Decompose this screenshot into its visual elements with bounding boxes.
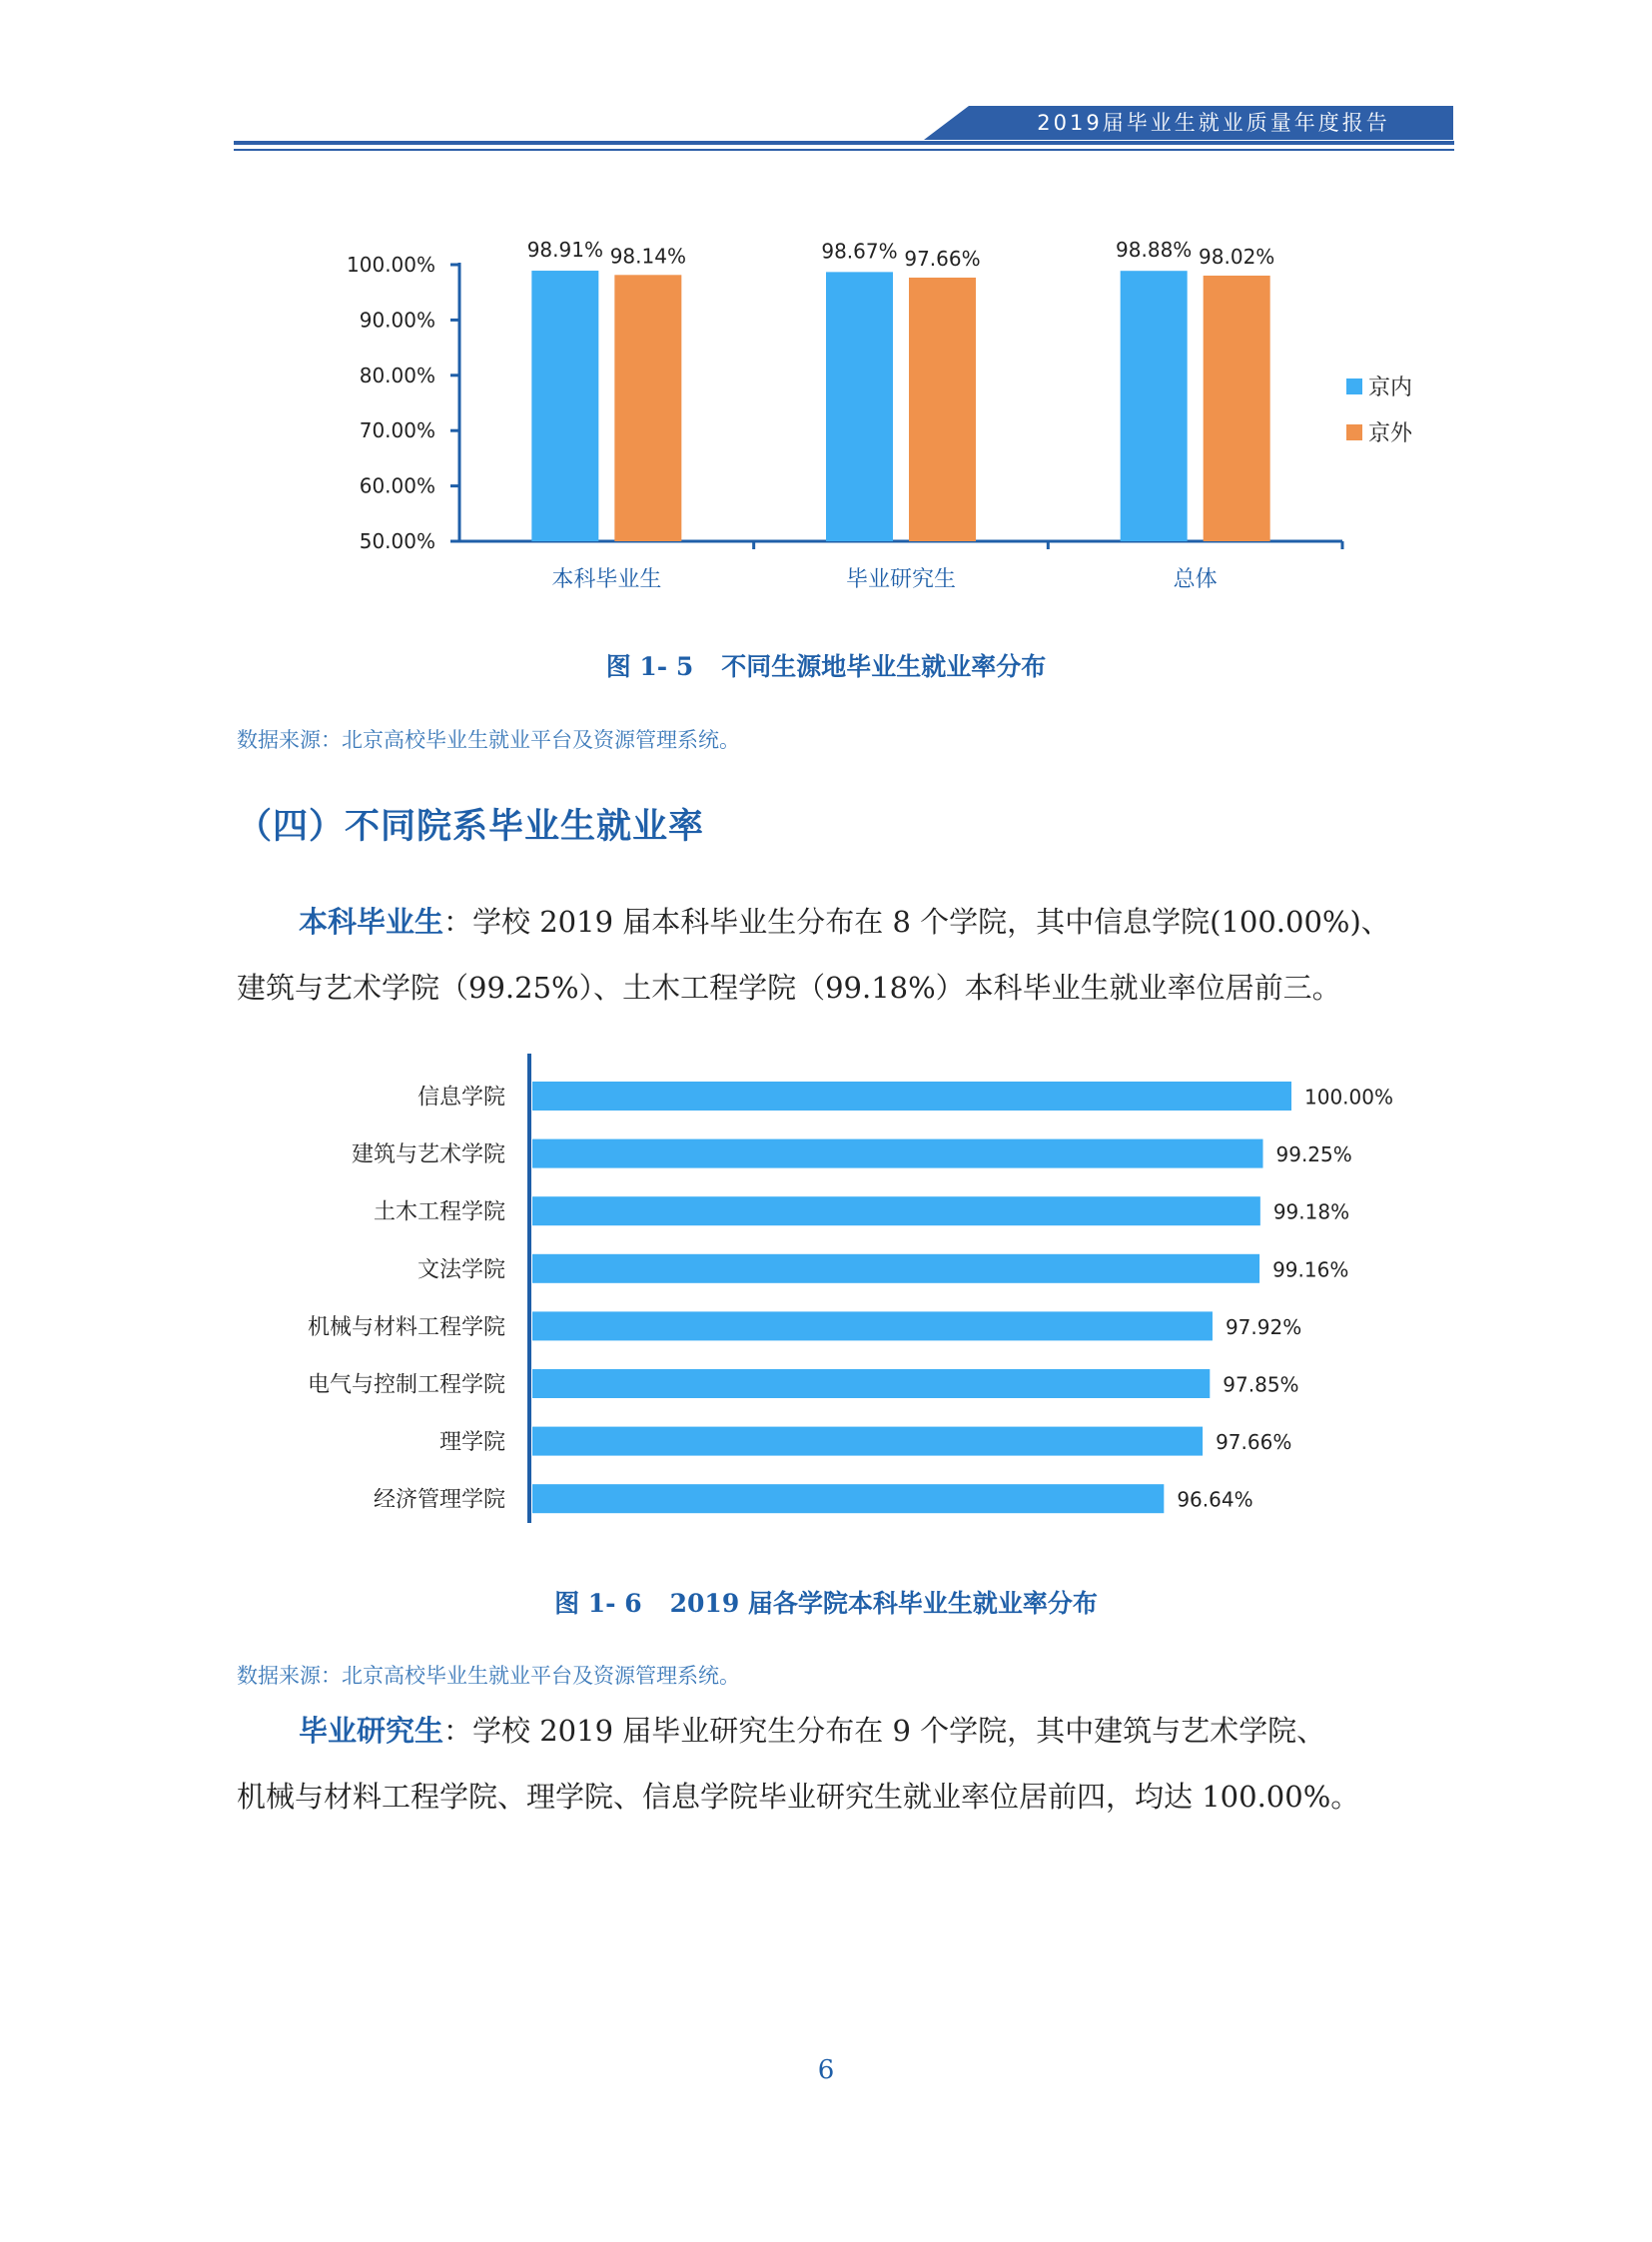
- header-rule-thin: [234, 149, 1454, 151]
- college-value-label: 99.25%: [1275, 1142, 1352, 1167]
- header-rule-thick: [234, 141, 1454, 145]
- bar-jingnei: [531, 271, 598, 541]
- y-tick-label: 50.00%: [359, 529, 435, 553]
- x-category-label: 毕业研究生: [845, 567, 957, 592]
- bar-jingwai: [1204, 276, 1270, 541]
- bar-value-label: 98.88%: [1116, 238, 1193, 263]
- graduate-paragraph: [237, 1698, 1455, 1830]
- bar-jingwai: [909, 278, 976, 541]
- college-bar: [532, 1484, 1164, 1513]
- graduate-paragraph-line2: 机械与材料工程学院、理学院、信息学院毕业研究生就业率位居前四，均达 100.00%。: [237, 1780, 1360, 1814]
- undergrad-lead: 本科毕业生: [299, 905, 444, 939]
- y-tick-label: 60.00%: [359, 473, 435, 498]
- college-value-label: 97.66%: [1216, 1430, 1292, 1455]
- college-label: 电气与控制工程学院: [307, 1372, 505, 1398]
- college-bar: [532, 1139, 1263, 1168]
- chart-college-employment-rate: [270, 1054, 1418, 1543]
- bar-value-label: 98.14%: [609, 244, 686, 269]
- college-label: 经济管理学院: [373, 1487, 505, 1513]
- legend-swatch: [1346, 378, 1362, 394]
- undergrad-text-1: ：学校 2019 届本科毕业生分布在 8 个学院，其中信息学院(100.00%)、: [443, 905, 1390, 939]
- college-bar: [532, 1196, 1260, 1225]
- legend-swatch: [1346, 424, 1362, 440]
- college-label: 建筑与艺术学院: [351, 1142, 505, 1168]
- y-tick-label: 70.00%: [359, 418, 435, 443]
- y-tick-label: 90.00%: [359, 308, 435, 333]
- college-value-label: 100.00%: [1304, 1085, 1393, 1110]
- bar-jingnei: [1121, 271, 1188, 541]
- college-value-label: 99.18%: [1272, 1199, 1350, 1224]
- college-bar: [532, 1311, 1213, 1340]
- college-value-label: 97.92%: [1225, 1314, 1302, 1339]
- college-label: 文法学院: [416, 1257, 505, 1283]
- bar-value-label: 98.02%: [1199, 244, 1275, 269]
- college-bar: [532, 1082, 1291, 1111]
- y-tick-label: 100.00%: [347, 253, 435, 277]
- graduate-lead: 毕业研究生: [299, 1714, 444, 1748]
- bar-value-label: 98.91%: [526, 238, 603, 263]
- chart-origin-employment-rate: [330, 220, 1448, 599]
- legend-label: 京内: [1368, 375, 1413, 400]
- figure-1-6-source: 数据来源：北京高校毕业生就业平台及资源管理系统。: [237, 1664, 740, 1688]
- figure-1-6-caption: [0, 1584, 1652, 1620]
- college-value-label: 96.64%: [1177, 1487, 1253, 1512]
- bar-value-label: 97.66%: [904, 246, 981, 271]
- graduate-paragraph-line1: [237, 1698, 1455, 1764]
- figure-1-5-title: 不同生源地毕业生就业率分布: [721, 652, 1047, 681]
- college-bar: [532, 1369, 1210, 1398]
- undergrad-paragraph: [237, 889, 1455, 1021]
- figure-1-5-caption: [0, 647, 1652, 683]
- undergrad-paragraph-line2: 建筑与艺术学院（99.25%）、土木工程学院（99.18%）本科毕业生就业率位居前三。: [237, 971, 1341, 1005]
- college-label: 理学院: [438, 1430, 505, 1456]
- graduate-text-1: ：学校 2019 届毕业研究生分布在 9 个学院，其中建筑与艺术学院、: [443, 1714, 1326, 1748]
- college-label: 机械与材料工程学院: [307, 1314, 505, 1340]
- bar-jingwai: [614, 275, 681, 541]
- college-bar: [532, 1254, 1259, 1283]
- college-value-label: 97.85%: [1223, 1372, 1299, 1397]
- figure-1-5-source: 数据来源：北京高校毕业生就业平台及资源管理系统。: [237, 728, 740, 752]
- figure-1-6-title: 2019 届各学院本科毕业生就业率分布: [669, 1589, 1098, 1618]
- bar-jingnei: [826, 272, 893, 541]
- x-category-label: 总体: [1173, 567, 1218, 592]
- figure-1-6-number: 图 1- 6: [554, 1589, 642, 1618]
- college-value-label: 99.16%: [1272, 1257, 1349, 1282]
- bar-value-label: 98.67%: [821, 239, 898, 264]
- header-title: 2019届毕业生就业质量年度报告: [1037, 111, 1390, 135]
- figure-1-5-number: 图 1- 5: [605, 652, 694, 681]
- college-label: 信息学院: [416, 1085, 505, 1111]
- page-number: 6: [817, 2055, 835, 2085]
- legend-label: 京外: [1368, 421, 1413, 446]
- section-title: （四）不同院系毕业生就业率: [237, 807, 705, 847]
- undergrad-paragraph-line1: [237, 889, 1455, 955]
- college-bar: [532, 1427, 1203, 1456]
- y-tick-label: 80.00%: [359, 363, 435, 387]
- x-category-label: 本科毕业生: [551, 567, 662, 592]
- college-label: 土木工程学院: [373, 1199, 505, 1225]
